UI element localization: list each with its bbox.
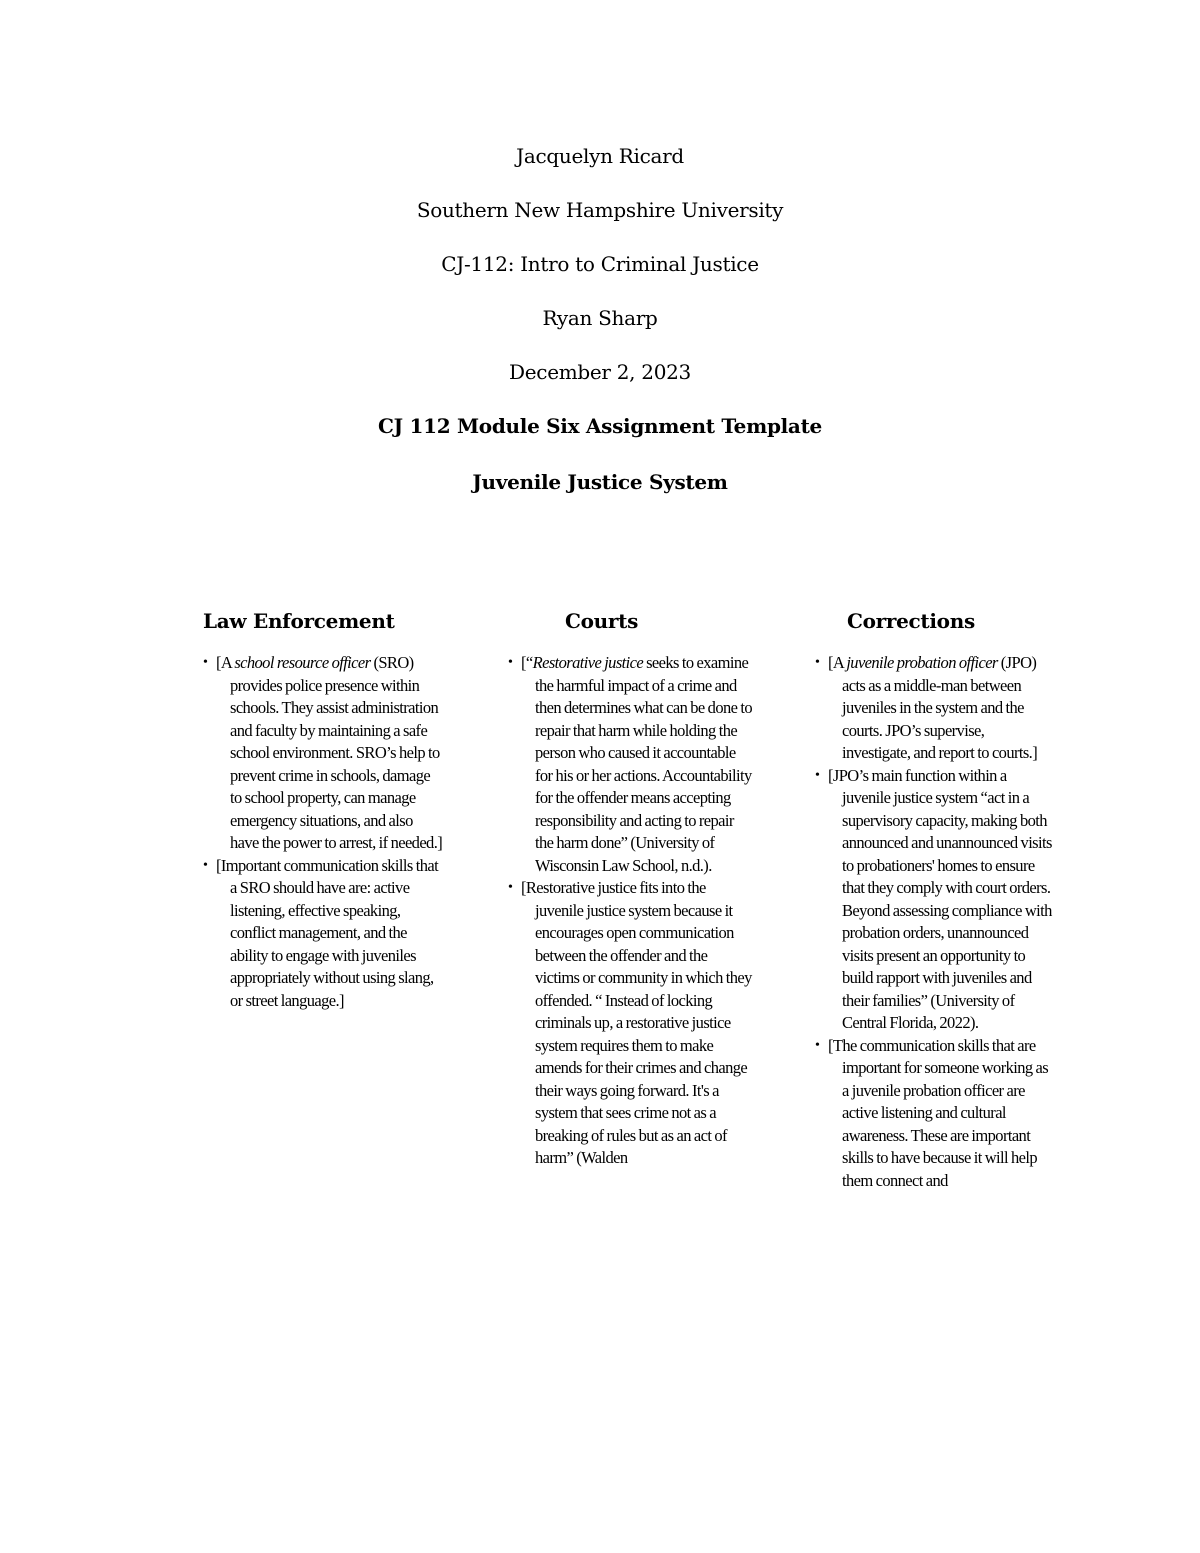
column-heading: Courts: [565, 609, 639, 633]
bullet-marker: •: [815, 767, 820, 783]
bullet-list: [203, 652, 443, 1012]
course-name: CJ-112: Intro to Criminal Justice: [441, 252, 759, 276]
bullet-marker: •: [508, 880, 513, 895]
list-item: [203, 652, 443, 855]
bullet-list: [815, 652, 1055, 1192]
bullet-text: (JPO) acts as a middle-man between juveniles in the system and the courts. JPO’s supervise, investigate, and report to courts.]: [842, 653, 1038, 762]
bullet-marker: •: [203, 655, 208, 670]
bullet-text: [JPO’s main function within a juvenile justice system “act in a supervisory capacity, making both announced and unannounced visits to probationers' homes to ensure that they comply with court orders. Beyond assessing compliance with probation orders, unannounced visits present an opportunity to build rapport with juveniles and their families” (University of Central Florida, 2022).: [828, 765, 1052, 1032]
list-item: [815, 1035, 1055, 1193]
courts-column: [508, 606, 753, 1170]
bullet-marker: •: [203, 857, 208, 873]
bullet-list: [508, 652, 753, 1170]
bullet-text-lead: [A: [828, 653, 847, 672]
list-item: [815, 765, 1055, 1035]
bullet-text-italic: school resource officer: [234, 653, 371, 672]
instructor-name: Ryan Sharp: [542, 306, 658, 330]
bullet-text-italic: juvenile probation officer: [846, 653, 998, 672]
column-heading: Corrections: [847, 609, 975, 633]
assignment-subtitle: Juvenile Justice System: [472, 470, 728, 494]
bullet-marker: •: [815, 655, 820, 670]
author-name: Jacquelyn Ricard: [516, 144, 684, 168]
bullet-text-lead: [“: [521, 653, 533, 672]
bullet-text: [Restorative justice fits into the juvenile justice system because it encourages open communication between the offender and the victims or community in which they offended. “ Instead of locking criminals up, a restorative justice system requires them to make amends for their crimes and change their ways going forward. It's a system that sees crime not as a breaking of rules but as an act of harm” (Walden: [521, 878, 752, 1167]
submission-date: December 2, 2023: [509, 360, 691, 384]
bullet-text: seeks to examine the harmful impact of a crime and then determines what can be done to repair that harm while holding the person who caused it accountable for his or her actions. Accountability for the offender means accepting responsibility and acting to repair the harm done” (University of Wisconsin Law School, n.d.).: [535, 653, 752, 875]
law-enforcement-column: [203, 606, 443, 1012]
assignment-title: CJ 112 Module Six Assignment Template: [378, 414, 822, 438]
list-item: [203, 855, 443, 1013]
bullet-text: [Important communication skills that a SRO should have are: active listening, effective speaking, conflict management, and the ability to engage with juveniles appropriately without using slang, or street language.]: [216, 855, 439, 1010]
column-heading: Law Enforcement: [203, 609, 395, 633]
institution-name: Southern New Hampshire University: [416, 198, 784, 222]
bullet-marker: •: [815, 1037, 820, 1053]
list-item: [508, 877, 753, 1170]
list-item: [815, 652, 1055, 765]
list-item: [508, 652, 753, 877]
corrections-column: [815, 606, 1055, 1192]
bullet-marker: •: [508, 655, 513, 670]
title-block: [0, 140, 1200, 522]
bullet-text: (SRO) provides police presence within schools. They assist administration and faculty by maintaining a safe school environment. SRO’s help to prevent crime in schools, damage to school property, can manage emergency situations, and also have the power to arrest, if needed.]: [230, 653, 443, 852]
bullet-text: [The communication skills that are important for someone working as a juvenile probation officer are active listening and cultural awareness. These are important skills to have because it will help them connect and: [828, 1035, 1049, 1190]
bullet-text-lead: [A: [216, 653, 235, 672]
bullet-text-italic: Restorative justice: [532, 653, 644, 672]
